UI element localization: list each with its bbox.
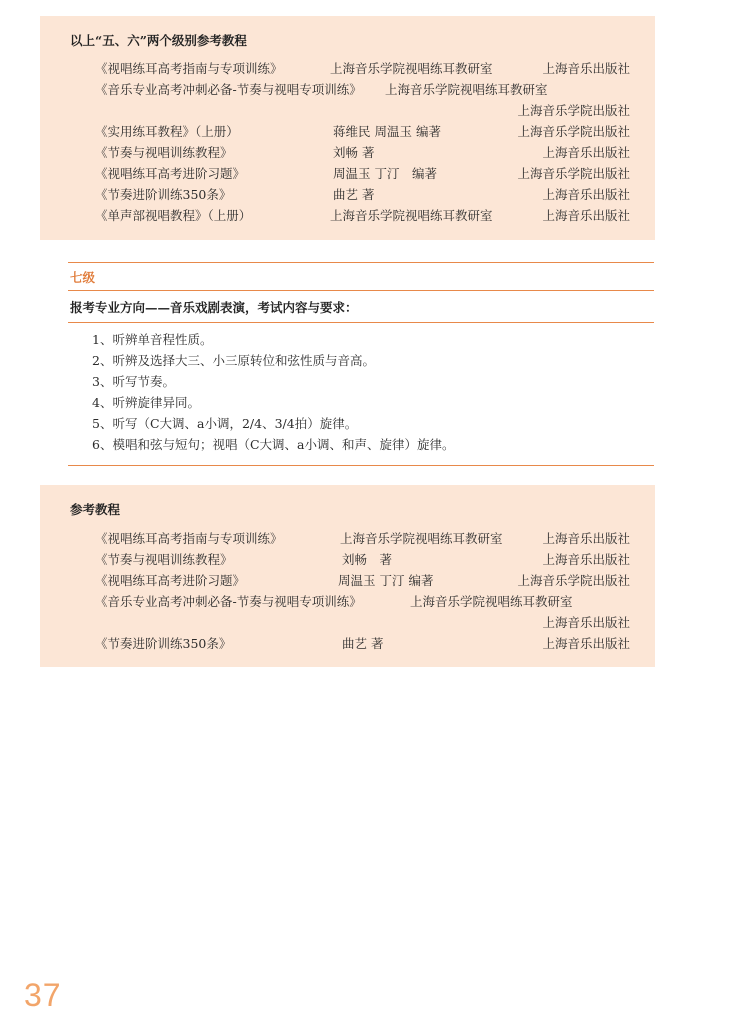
book-title: 《单声部视唱教程》（上册）	[95, 208, 252, 223]
book-title: 《音乐专业高考冲刺必备-节奏与视唱专项训练》	[95, 594, 362, 609]
book-publisher: 上海音乐出版社	[542, 615, 630, 630]
reference-panel-levels-5-6	[40, 16, 655, 240]
book-row	[40, 571, 655, 591]
book-publisher: 上海音乐学院出版社	[517, 573, 630, 588]
book-author: 刘畅 著	[342, 552, 393, 567]
book-row	[40, 206, 655, 226]
book-author: 周温玉 丁汀 编著	[333, 166, 437, 181]
book-author: 上海音乐学院视唱练耳教研室	[410, 594, 573, 609]
book-title: 《音乐专业高考冲刺必备-节奏与视唱专项训练》	[95, 82, 362, 97]
book-author: 周温玉 丁汀 编著	[338, 573, 434, 588]
book-publisher: 上海音乐学院出版社	[517, 124, 630, 139]
reference-panel-level-7	[40, 485, 655, 667]
book-row	[40, 185, 655, 205]
reference-heading: 参考教程	[70, 502, 121, 517]
book-publisher: 上海音乐学院出版社	[517, 166, 630, 181]
requirement-item: 3、听写节奏。	[92, 374, 175, 389]
book-row	[40, 59, 655, 79]
section-divider	[68, 465, 654, 466]
requirement-item: 1、听辨单音程性质。	[92, 332, 213, 347]
book-title: 《节奏与视唱训练教程》	[95, 552, 233, 567]
book-title: 《视唱练耳高考进阶习题》	[95, 573, 246, 588]
book-author: 曲艺 著	[342, 636, 384, 651]
section-divider	[68, 262, 654, 263]
book-title: 《节奏进阶训练350条》	[95, 636, 232, 651]
requirement-item: 4、听辨旋律异同。	[92, 395, 200, 410]
book-author: 上海音乐学院视唱练耳教研室	[340, 531, 503, 546]
book-author: 曲艺 著	[333, 187, 375, 202]
book-author: 上海音乐学院视唱练耳教研室	[330, 61, 493, 76]
book-author: 蒋维民 周温玉 编著	[333, 124, 441, 139]
requirement-item: 2、听辨及选择大三、小三原转位和弦性质与音高。	[92, 353, 375, 368]
section-divider	[68, 322, 654, 323]
book-publisher: 上海音乐学院出版社	[517, 103, 630, 118]
book-publisher: 上海音乐出版社	[542, 145, 630, 160]
book-row	[40, 592, 655, 612]
requirement-item: 5、听写（C大调、a小调，2/4、3/4拍）旋律。	[92, 416, 358, 431]
book-publisher: 上海音乐出版社	[542, 187, 630, 202]
book-publisher: 上海音乐出版社	[542, 552, 630, 567]
book-publisher: 上海音乐出版社	[542, 208, 630, 223]
book-title: 《实用练耳教程》（上册）	[95, 124, 239, 139]
book-publisher: 上海音乐出版社	[542, 61, 630, 76]
section-divider	[68, 290, 654, 291]
exam-direction-heading: 报考专业方向——音乐戏剧表演，考试内容与要求：	[70, 300, 358, 315]
book-row	[40, 143, 655, 163]
book-title: 《节奏与视唱训练教程》	[95, 145, 233, 160]
level-title: 七级	[70, 270, 96, 285]
book-author: 上海音乐学院视唱练耳教研室	[330, 208, 493, 223]
book-publisher: 上海音乐出版社	[542, 531, 630, 546]
book-row	[40, 634, 655, 654]
book-title: 《视唱练耳高考指南与专项训练》	[95, 531, 283, 546]
book-title: 《视唱练耳高考进阶习题》	[95, 166, 246, 181]
book-author: 上海音乐学院视唱练耳教研室	[385, 82, 548, 97]
book-row	[40, 164, 655, 184]
page-number: 37	[24, 977, 62, 1013]
requirement-item: 6、模唱和弦与短句；视唱（C大调、a小调、和声、旋律）旋律。	[92, 437, 455, 452]
book-author: 刘畅 著	[333, 145, 375, 160]
book-row	[40, 613, 655, 633]
book-title: 《节奏进阶训练350条》	[95, 187, 232, 202]
book-row	[40, 101, 655, 121]
book-row	[40, 529, 655, 549]
book-title: 《视唱练耳高考指南与专项训练》	[95, 61, 283, 76]
book-row	[40, 550, 655, 570]
book-row	[40, 80, 655, 100]
book-row	[40, 122, 655, 142]
book-publisher: 上海音乐出版社	[542, 636, 630, 651]
reference-heading: 以上“五、六”两个级别参考教程	[70, 33, 247, 48]
